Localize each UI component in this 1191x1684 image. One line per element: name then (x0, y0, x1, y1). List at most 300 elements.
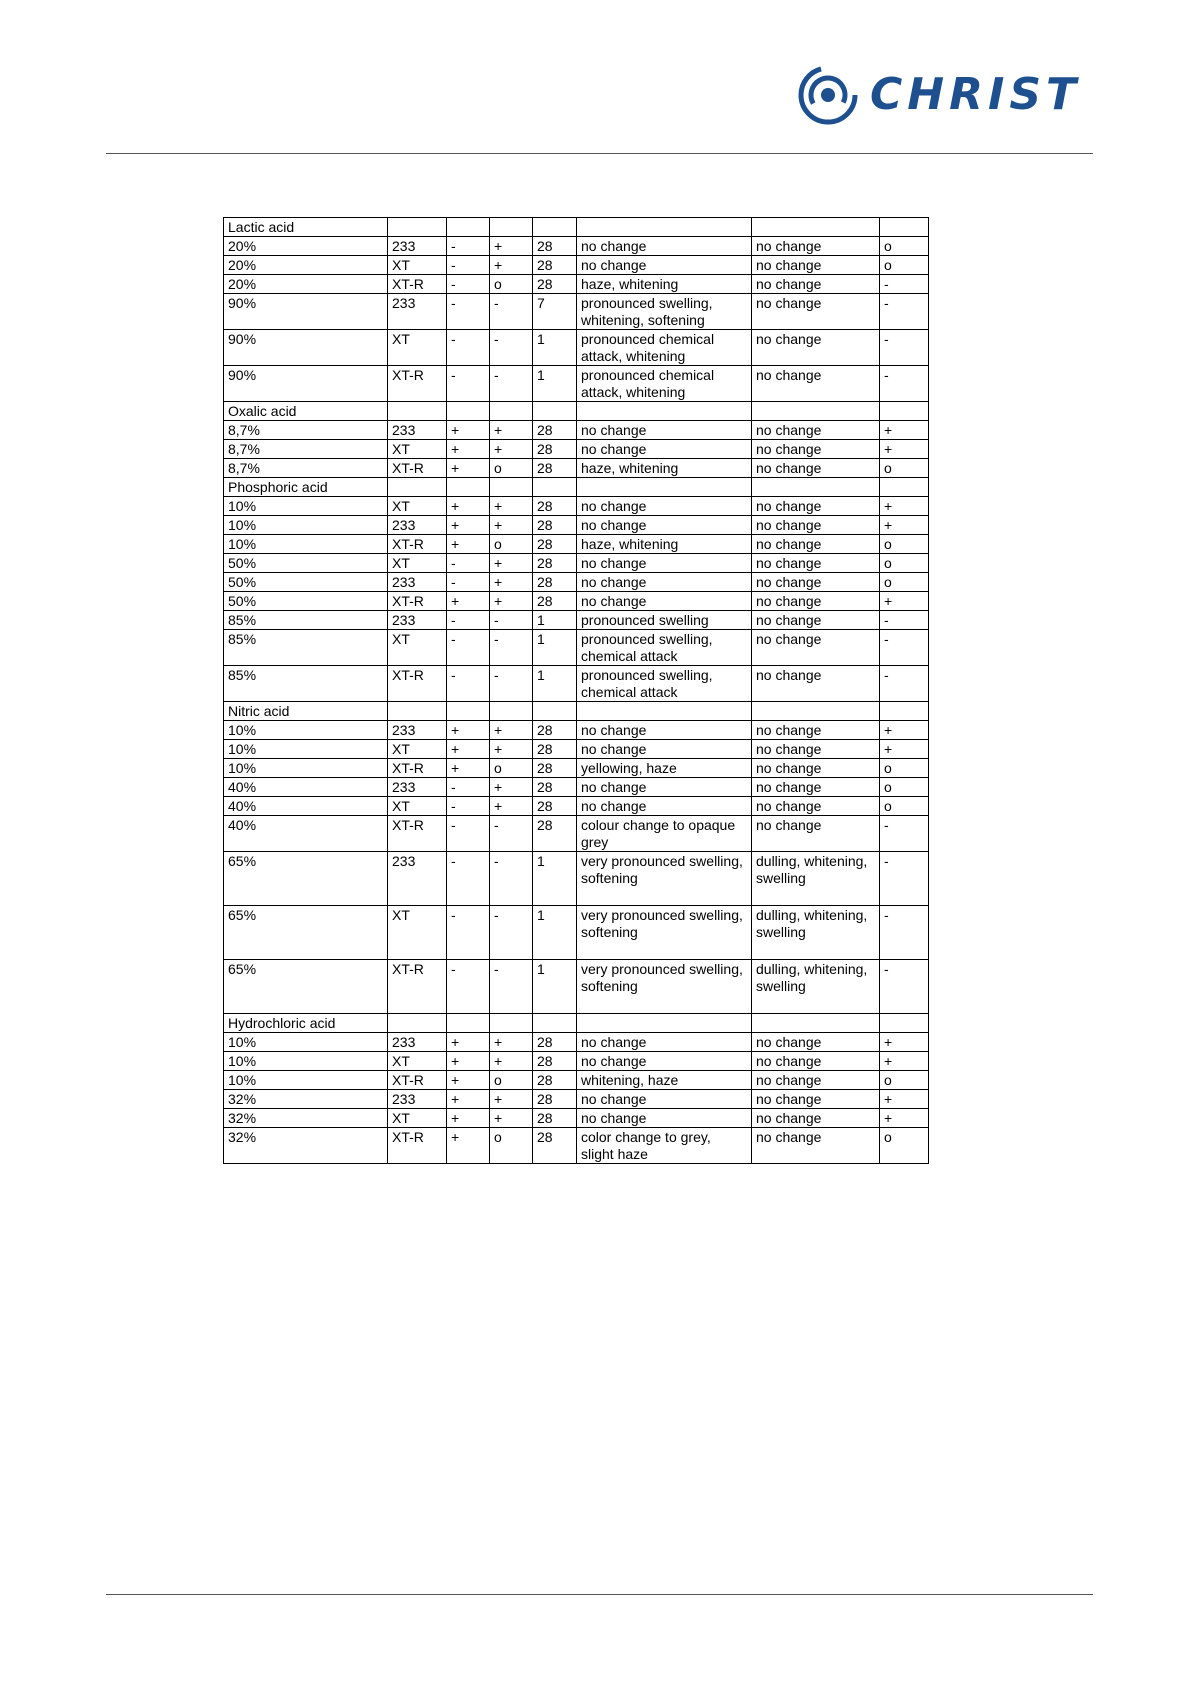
cell-effect-2: no change (752, 366, 880, 402)
cell-result: o (880, 535, 929, 554)
empty-cell (447, 1014, 490, 1033)
cell-rating-b: + (490, 440, 533, 459)
table-row (224, 592, 929, 611)
cell-days: 1 (533, 960, 577, 1014)
empty-cell (752, 218, 880, 237)
cell-effect-2: dulling, whitening, swelling (752, 852, 880, 906)
cell-effect: whitening, haze (577, 1071, 752, 1090)
cell-rating-a: + (447, 421, 490, 440)
cell-result: o (880, 459, 929, 478)
cell-effect-2: no change (752, 1071, 880, 1090)
cell-material: XT-R (388, 459, 447, 478)
cell-concentration: 10% (224, 516, 388, 535)
cell-material: XT (388, 740, 447, 759)
cell-material: 233 (388, 421, 447, 440)
table-row (224, 1071, 929, 1090)
cell-result: - (880, 630, 929, 666)
cell-material: 233 (388, 611, 447, 630)
cell-rating-a: + (447, 721, 490, 740)
cell-material: 233 (388, 721, 447, 740)
table-row (224, 497, 929, 516)
cell-rating-a: - (447, 666, 490, 702)
christ-logo (795, 60, 1095, 130)
cell-effect: no change (577, 256, 752, 275)
table-row (224, 778, 929, 797)
cell-days: 1 (533, 330, 577, 366)
cell-material: XT-R (388, 666, 447, 702)
table-row (224, 721, 929, 740)
cell-rating-b: - (490, 666, 533, 702)
cell-rating-b: o (490, 275, 533, 294)
cell-effect-2: no change (752, 573, 880, 592)
christ-swirl-icon (795, 60, 865, 130)
cell-concentration: 50% (224, 592, 388, 611)
cell-rating-a: - (447, 294, 490, 330)
cell-material: 233 (388, 852, 447, 906)
cell-effect-2: no change (752, 592, 880, 611)
cell-effect-2: no change (752, 1109, 880, 1128)
cell-effect-2: no change (752, 330, 880, 366)
cell-concentration: 8,7% (224, 440, 388, 459)
empty-cell (388, 218, 447, 237)
cell-material: 233 (388, 516, 447, 535)
cell-concentration: 10% (224, 759, 388, 778)
cell-effect: no change (577, 740, 752, 759)
cell-effect-2: no change (752, 275, 880, 294)
cell-effect: color change to grey, slight haze (577, 1128, 752, 1164)
empty-cell (490, 1014, 533, 1033)
cell-days: 28 (533, 1109, 577, 1128)
cell-effect-2: no change (752, 554, 880, 573)
empty-cell (533, 702, 577, 721)
cell-rating-b: + (490, 1109, 533, 1128)
table-row (224, 294, 929, 330)
cell-rating-b: + (490, 1033, 533, 1052)
cell-concentration: 10% (224, 721, 388, 740)
cell-effect: no change (577, 1052, 752, 1071)
cell-concentration: 8,7% (224, 459, 388, 478)
cell-effect-2: no change (752, 630, 880, 666)
cell-rating-b: o (490, 1071, 533, 1090)
cell-rating-b: o (490, 459, 533, 478)
empty-cell (490, 218, 533, 237)
table-row (224, 1090, 929, 1109)
cell-rating-b: + (490, 573, 533, 592)
cell-material: XT-R (388, 366, 447, 402)
cell-effect-2: no change (752, 721, 880, 740)
cell-days: 28 (533, 721, 577, 740)
cell-effect: haze, whitening (577, 535, 752, 554)
cell-days: 1 (533, 666, 577, 702)
cell-rating-a: + (447, 535, 490, 554)
cell-effect-2: dulling, whitening, swelling (752, 906, 880, 960)
cell-rating-a: + (447, 1033, 490, 1052)
cell-concentration: 32% (224, 1128, 388, 1164)
cell-rating-b: + (490, 1090, 533, 1109)
cell-effect: pronounced swelling, chemical attack (577, 630, 752, 666)
cell-rating-a: - (447, 630, 490, 666)
cell-effect-2: no change (752, 797, 880, 816)
section-name: Nitric acid (224, 702, 388, 721)
empty-cell (447, 478, 490, 497)
table-row (224, 1052, 929, 1071)
table-row (224, 366, 929, 402)
table-row (224, 740, 929, 759)
cell-days: 1 (533, 906, 577, 960)
table-row (224, 237, 929, 256)
cell-days: 28 (533, 1033, 577, 1052)
cell-effect: haze, whitening (577, 275, 752, 294)
empty-cell (447, 218, 490, 237)
section-name: Hydrochloric acid (224, 1014, 388, 1033)
cell-effect: no change (577, 1109, 752, 1128)
cell-days: 28 (533, 516, 577, 535)
table-row (224, 330, 929, 366)
cell-concentration: 32% (224, 1109, 388, 1128)
empty-cell (880, 1014, 929, 1033)
cell-material: 233 (388, 294, 447, 330)
table-row (224, 440, 929, 459)
cell-result: + (880, 516, 929, 535)
cell-concentration: 20% (224, 256, 388, 275)
table-row (224, 421, 929, 440)
cell-rating-b: + (490, 497, 533, 516)
cell-rating-b: + (490, 256, 533, 275)
cell-result: o (880, 778, 929, 797)
cell-result: + (880, 740, 929, 759)
cell-effect: no change (577, 237, 752, 256)
cell-effect: no change (577, 421, 752, 440)
cell-days: 1 (533, 630, 577, 666)
cell-material: XT (388, 256, 447, 275)
cell-rating-b: o (490, 1128, 533, 1164)
cell-days: 1 (533, 852, 577, 906)
cell-result: + (880, 497, 929, 516)
cell-concentration: 40% (224, 797, 388, 816)
cell-rating-a: + (447, 1109, 490, 1128)
cell-result: o (880, 237, 929, 256)
cell-days: 1 (533, 366, 577, 402)
section-name: Lactic acid (224, 218, 388, 237)
cell-result: - (880, 666, 929, 702)
cell-effect: no change (577, 1090, 752, 1109)
cell-rating-b: + (490, 797, 533, 816)
cell-material: 233 (388, 778, 447, 797)
cell-result: o (880, 256, 929, 275)
table-row (224, 759, 929, 778)
cell-rating-a: + (447, 1071, 490, 1090)
cell-rating-a: - (447, 852, 490, 906)
cell-days: 28 (533, 759, 577, 778)
cell-rating-a: - (447, 906, 490, 960)
cell-result: + (880, 592, 929, 611)
cell-rating-b: - (490, 366, 533, 402)
table-row (224, 630, 929, 666)
cell-days: 28 (533, 440, 577, 459)
cell-concentration: 65% (224, 852, 388, 906)
cell-result: + (880, 440, 929, 459)
cell-rating-b: + (490, 740, 533, 759)
cell-concentration: 10% (224, 1052, 388, 1071)
empty-cell (533, 218, 577, 237)
cell-rating-b: o (490, 759, 533, 778)
cell-rating-b: - (490, 906, 533, 960)
empty-cell (577, 402, 752, 421)
cell-result: + (880, 1033, 929, 1052)
cell-rating-b: + (490, 1052, 533, 1071)
empty-cell (577, 702, 752, 721)
cell-concentration: 90% (224, 330, 388, 366)
cell-effect-2: no change (752, 256, 880, 275)
cell-material: 233 (388, 1090, 447, 1109)
cell-days: 28 (533, 816, 577, 852)
cell-result: o (880, 1128, 929, 1164)
cell-rating-a: - (447, 256, 490, 275)
cell-rating-b: + (490, 516, 533, 535)
cell-material: XT-R (388, 535, 447, 554)
cell-effect: no change (577, 554, 752, 573)
cell-effect-2: no change (752, 294, 880, 330)
cell-rating-b: - (490, 611, 533, 630)
cell-concentration: 10% (224, 740, 388, 759)
section-header-row (224, 1014, 929, 1033)
empty-cell (752, 478, 880, 497)
empty-cell (447, 402, 490, 421)
cell-effect: no change (577, 516, 752, 535)
cell-effect: no change (577, 573, 752, 592)
cell-material: 233 (388, 237, 447, 256)
empty-cell (752, 402, 880, 421)
cell-effect-2: no change (752, 535, 880, 554)
table-row (224, 797, 929, 816)
cell-concentration: 90% (224, 366, 388, 402)
cell-rating-a: + (447, 516, 490, 535)
cell-concentration: 10% (224, 1071, 388, 1090)
cell-result: + (880, 1109, 929, 1128)
cell-rating-a: - (447, 330, 490, 366)
empty-cell (490, 702, 533, 721)
cell-result: - (880, 275, 929, 294)
cell-material: XT (388, 330, 447, 366)
section-name: Oxalic acid (224, 402, 388, 421)
cell-effect: pronounced swelling, chemical attack (577, 666, 752, 702)
cell-material: XT-R (388, 1128, 447, 1164)
cell-rating-a: + (447, 1128, 490, 1164)
cell-effect: very pronounced swelling, softening (577, 960, 752, 1014)
cell-rating-a: + (447, 592, 490, 611)
table-row (224, 535, 929, 554)
empty-cell (880, 478, 929, 497)
cell-rating-b: + (490, 421, 533, 440)
cell-material: XT (388, 554, 447, 573)
cell-effect-2: no change (752, 611, 880, 630)
table-row (224, 1109, 929, 1128)
cell-concentration: 50% (224, 573, 388, 592)
cell-rating-b: - (490, 330, 533, 366)
cell-effect-2: no change (752, 516, 880, 535)
cell-result: - (880, 611, 929, 630)
cell-material: XT (388, 797, 447, 816)
cell-concentration: 65% (224, 960, 388, 1014)
cell-days: 28 (533, 740, 577, 759)
cell-rating-a: + (447, 759, 490, 778)
empty-cell (880, 218, 929, 237)
table-row (224, 1033, 929, 1052)
table-row (224, 906, 929, 960)
cell-rating-b: - (490, 852, 533, 906)
table-row (224, 554, 929, 573)
cell-concentration: 10% (224, 535, 388, 554)
cell-days: 28 (533, 1071, 577, 1090)
cell-rating-b: - (490, 294, 533, 330)
cell-effect-2: no change (752, 1090, 880, 1109)
table-row (224, 459, 929, 478)
cell-material: XT (388, 906, 447, 960)
cell-days: 28 (533, 256, 577, 275)
chemical-resistance-table (223, 217, 929, 1164)
cell-effect: pronounced chemical attack, whitening (577, 330, 752, 366)
cell-effect: no change (577, 592, 752, 611)
cell-result: - (880, 960, 929, 1014)
cell-days: 28 (533, 778, 577, 797)
cell-material: XT (388, 630, 447, 666)
cell-effect-2: no change (752, 440, 880, 459)
cell-rating-a: - (447, 237, 490, 256)
cell-rating-a: + (447, 1090, 490, 1109)
cell-effect: pronounced swelling (577, 611, 752, 630)
cell-effect: no change (577, 1033, 752, 1052)
cell-material: XT (388, 1052, 447, 1071)
cell-effect-2: no change (752, 1128, 880, 1164)
table-row (224, 1128, 929, 1164)
cell-concentration: 10% (224, 1033, 388, 1052)
cell-concentration: 10% (224, 497, 388, 516)
cell-rating-b: + (490, 592, 533, 611)
cell-effect-2: no change (752, 759, 880, 778)
cell-days: 7 (533, 294, 577, 330)
cell-rating-a: - (447, 573, 490, 592)
cell-rating-a: - (447, 960, 490, 1014)
cell-effect: pronounced swelling, whitening, softening (577, 294, 752, 330)
cell-material: XT-R (388, 1071, 447, 1090)
cell-rating-a: + (447, 497, 490, 516)
empty-cell (490, 478, 533, 497)
cell-material: XT-R (388, 592, 447, 611)
cell-effect: colour change to opaque grey (577, 816, 752, 852)
empty-cell (752, 1014, 880, 1033)
cell-days: 28 (533, 592, 577, 611)
cell-days: 28 (533, 573, 577, 592)
table-row (224, 611, 929, 630)
cell-concentration: 40% (224, 816, 388, 852)
cell-material: XT (388, 1109, 447, 1128)
empty-cell (577, 1014, 752, 1033)
cell-concentration: 32% (224, 1090, 388, 1109)
cell-effect-2: dulling, whitening, swelling (752, 960, 880, 1014)
table-row (224, 516, 929, 535)
cell-effect-2: no change (752, 816, 880, 852)
cell-rating-b: o (490, 535, 533, 554)
cell-rating-a: - (447, 611, 490, 630)
cell-rating-a: - (447, 778, 490, 797)
section-name: Phosphoric acid (224, 478, 388, 497)
cell-material: XT (388, 440, 447, 459)
section-header-row (224, 478, 929, 497)
cell-rating-b: - (490, 630, 533, 666)
cell-concentration: 65% (224, 906, 388, 960)
cell-effect-2: no change (752, 421, 880, 440)
cell-rating-a: + (447, 459, 490, 478)
cell-effect: no change (577, 778, 752, 797)
cell-effect: no change (577, 497, 752, 516)
cell-material: XT-R (388, 275, 447, 294)
cell-effect-2: no change (752, 497, 880, 516)
table-row (224, 573, 929, 592)
cell-result: o (880, 797, 929, 816)
section-header-row (224, 218, 929, 237)
cell-concentration: 85% (224, 666, 388, 702)
empty-cell (880, 702, 929, 721)
cell-days: 28 (533, 797, 577, 816)
cell-material: XT (388, 497, 447, 516)
cell-result: - (880, 852, 929, 906)
cell-days: 28 (533, 421, 577, 440)
cell-material: XT-R (388, 960, 447, 1014)
table-row (224, 852, 929, 906)
cell-result: o (880, 759, 929, 778)
cell-result: + (880, 721, 929, 740)
empty-cell (388, 478, 447, 497)
table-row (224, 256, 929, 275)
cell-concentration: 8,7% (224, 421, 388, 440)
cell-rating-a: - (447, 816, 490, 852)
empty-cell (577, 218, 752, 237)
empty-cell (388, 1014, 447, 1033)
cell-result: o (880, 1071, 929, 1090)
cell-days: 28 (533, 535, 577, 554)
empty-cell (533, 1014, 577, 1033)
empty-cell (533, 478, 577, 497)
footer-divider (106, 1594, 1093, 1595)
cell-rating-a: + (447, 1052, 490, 1071)
section-header-row (224, 402, 929, 421)
table-row (224, 275, 929, 294)
cell-concentration: 20% (224, 275, 388, 294)
empty-cell (447, 702, 490, 721)
cell-result: o (880, 573, 929, 592)
empty-cell (577, 478, 752, 497)
cell-effect-2: no change (752, 740, 880, 759)
cell-days: 28 (533, 497, 577, 516)
cell-result: + (880, 1090, 929, 1109)
cell-result: o (880, 554, 929, 573)
cell-rating-b: - (490, 960, 533, 1014)
section-header-row (224, 702, 929, 721)
cell-concentration: 85% (224, 630, 388, 666)
cell-concentration: 50% (224, 554, 388, 573)
cell-effect: pronounced chemical attack, whitening (577, 366, 752, 402)
cell-days: 28 (533, 1090, 577, 1109)
cell-effect-2: no change (752, 1033, 880, 1052)
empty-cell (533, 402, 577, 421)
cell-concentration: 20% (224, 237, 388, 256)
cell-effect: very pronounced swelling, softening (577, 852, 752, 906)
cell-concentration: 85% (224, 611, 388, 630)
cell-result: + (880, 421, 929, 440)
cell-effect-2: no change (752, 666, 880, 702)
cell-material: XT-R (388, 759, 447, 778)
cell-rating-b: + (490, 554, 533, 573)
